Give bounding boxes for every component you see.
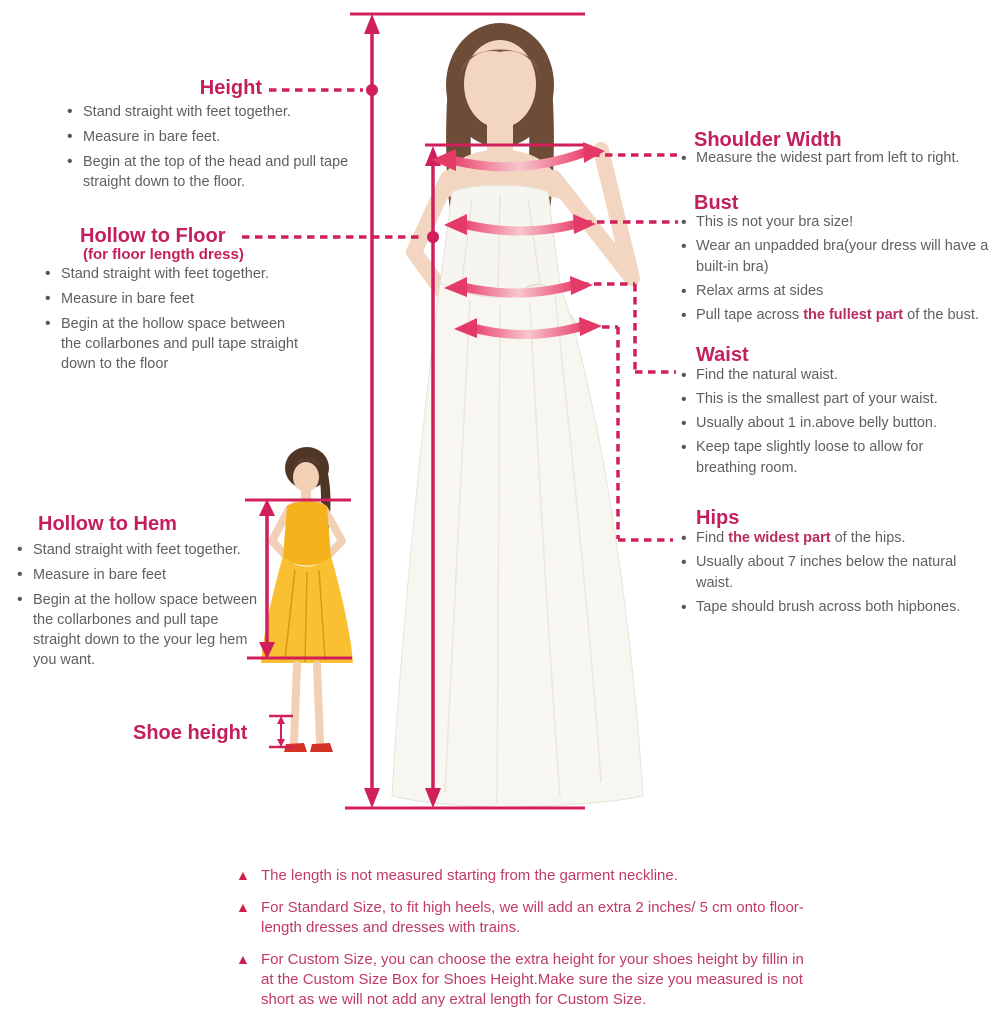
text: This is the smallest part of your waist. (696, 391, 938, 407)
text: Stand straight with feet together. (33, 542, 241, 558)
bust-ribbon-arrow (444, 214, 596, 235)
list-item (236, 950, 811, 1010)
ribbon-arrows (431, 142, 605, 338)
waist-title: Waist (696, 344, 749, 366)
list-item (680, 365, 980, 386)
text: Measure in bare feet (61, 291, 194, 307)
shoulder-width-bullets (680, 148, 998, 172)
list-item (236, 866, 811, 886)
list-item (680, 212, 995, 233)
list-item (680, 552, 992, 594)
text: Begin at the hollow space between the collarbones and pull tape straight down to the floor (61, 316, 298, 372)
shoulder-width-title: Shoulder Width (694, 129, 842, 151)
text: Wear an unpadded bra(your dress will have a built-in bra) (696, 238, 989, 275)
list-item (12, 590, 260, 670)
text: of the bust. (903, 307, 979, 323)
text: For Custom Size, you can choose the extra height for your shoes height by fillin in at the Custom Size Box for Shoes Height.Make sure the size you measured is not short as we will not add any extral length for Custom Size. (261, 951, 804, 1008)
list-item (680, 305, 995, 326)
hollow-to-floor-subtitle: (for floor length dress) (83, 246, 244, 263)
list-item (62, 102, 352, 122)
warning-triangle-icon: ▲ (236, 867, 250, 883)
bust-title: Bust (694, 192, 739, 214)
hollow-to-floor-measure-line (345, 145, 585, 808)
hips-bullets (680, 528, 992, 621)
waist-ribbon-arrow (444, 276, 593, 297)
hollow-to-floor-title: Hollow to Floor (80, 225, 226, 247)
height-title: Height (199, 77, 262, 99)
text: Begin at the top of the head and pull tape straight down to the floor. (83, 154, 349, 190)
text: Usually about 1 in.above belly button. (696, 415, 938, 431)
text: The length is not measured starting from the garment neckline. (261, 867, 678, 884)
highlighted-text: the fullest part (803, 307, 904, 323)
text: Measure in bare feet. (83, 129, 221, 145)
list-item (680, 528, 992, 549)
list-item (12, 565, 260, 585)
hollow-to-hem-bullets (12, 540, 260, 675)
text: Stand straight with feet together. (61, 266, 269, 282)
hips-title: Hips (696, 507, 740, 529)
size-notes (236, 866, 811, 1022)
warning-triangle-icon: ▲ (236, 899, 250, 915)
hollow-to-hem-measure-line (245, 499, 352, 659)
list-item (40, 289, 308, 309)
height-bullets (62, 102, 352, 197)
small-model-figure (261, 447, 353, 752)
waist-bullets (680, 365, 980, 482)
text: Relax arms at sides (696, 283, 824, 299)
text: Tape should brush across both hipbones. (696, 599, 961, 615)
shoe-height-measure-mark (269, 716, 293, 747)
list-item (680, 148, 998, 169)
text: Pull tape across (696, 307, 804, 323)
list-item (680, 597, 992, 618)
list-item (680, 389, 980, 410)
list-item (62, 127, 352, 147)
bust-bullets (680, 212, 995, 329)
highlighted-text: the widest part (728, 530, 831, 546)
text: Find the natural waist. (696, 367, 838, 383)
hips-ribbon-arrow (454, 317, 602, 338)
list-item (40, 314, 308, 374)
text: Measure in bare feet (33, 567, 166, 583)
text: Find (696, 530, 729, 546)
warning-triangle-icon: ▲ (236, 951, 250, 967)
main-model-figure (392, 23, 643, 807)
list-item (680, 281, 995, 302)
shoe-height-title: Shoe height (133, 722, 248, 744)
text: For Standard Size, to fit high heels, we will add an extra 2 inches/ 5 cm onto floor-length dresses and dresses with trains. (261, 899, 804, 936)
shoulder-width-ribbon-arrow (431, 142, 605, 171)
text: Begin at the hollow space between the collarbones and pull tape straight down to the your leg hem you want. (33, 592, 258, 668)
list-item (680, 413, 980, 434)
text: Usually about 7 inches below the natural waist. (696, 554, 957, 591)
text: of the hips. (830, 530, 906, 546)
text: Stand straight with feet together. (83, 104, 291, 120)
hollow-to-hem-title: Hollow to Hem (38, 513, 177, 535)
text: Measure the widest part from left to right. (696, 150, 960, 166)
list-item (62, 152, 352, 192)
text: This is not your bra size! (696, 214, 854, 230)
hollow-to-floor-bullets (40, 264, 308, 379)
list-item (40, 264, 308, 284)
list-item (12, 540, 260, 560)
height-measure-line (350, 14, 585, 808)
text: Keep tape slightly loose to allow for breathing room. (696, 439, 924, 476)
list-item (680, 437, 980, 479)
list-item (236, 898, 811, 938)
list-item (680, 236, 995, 278)
